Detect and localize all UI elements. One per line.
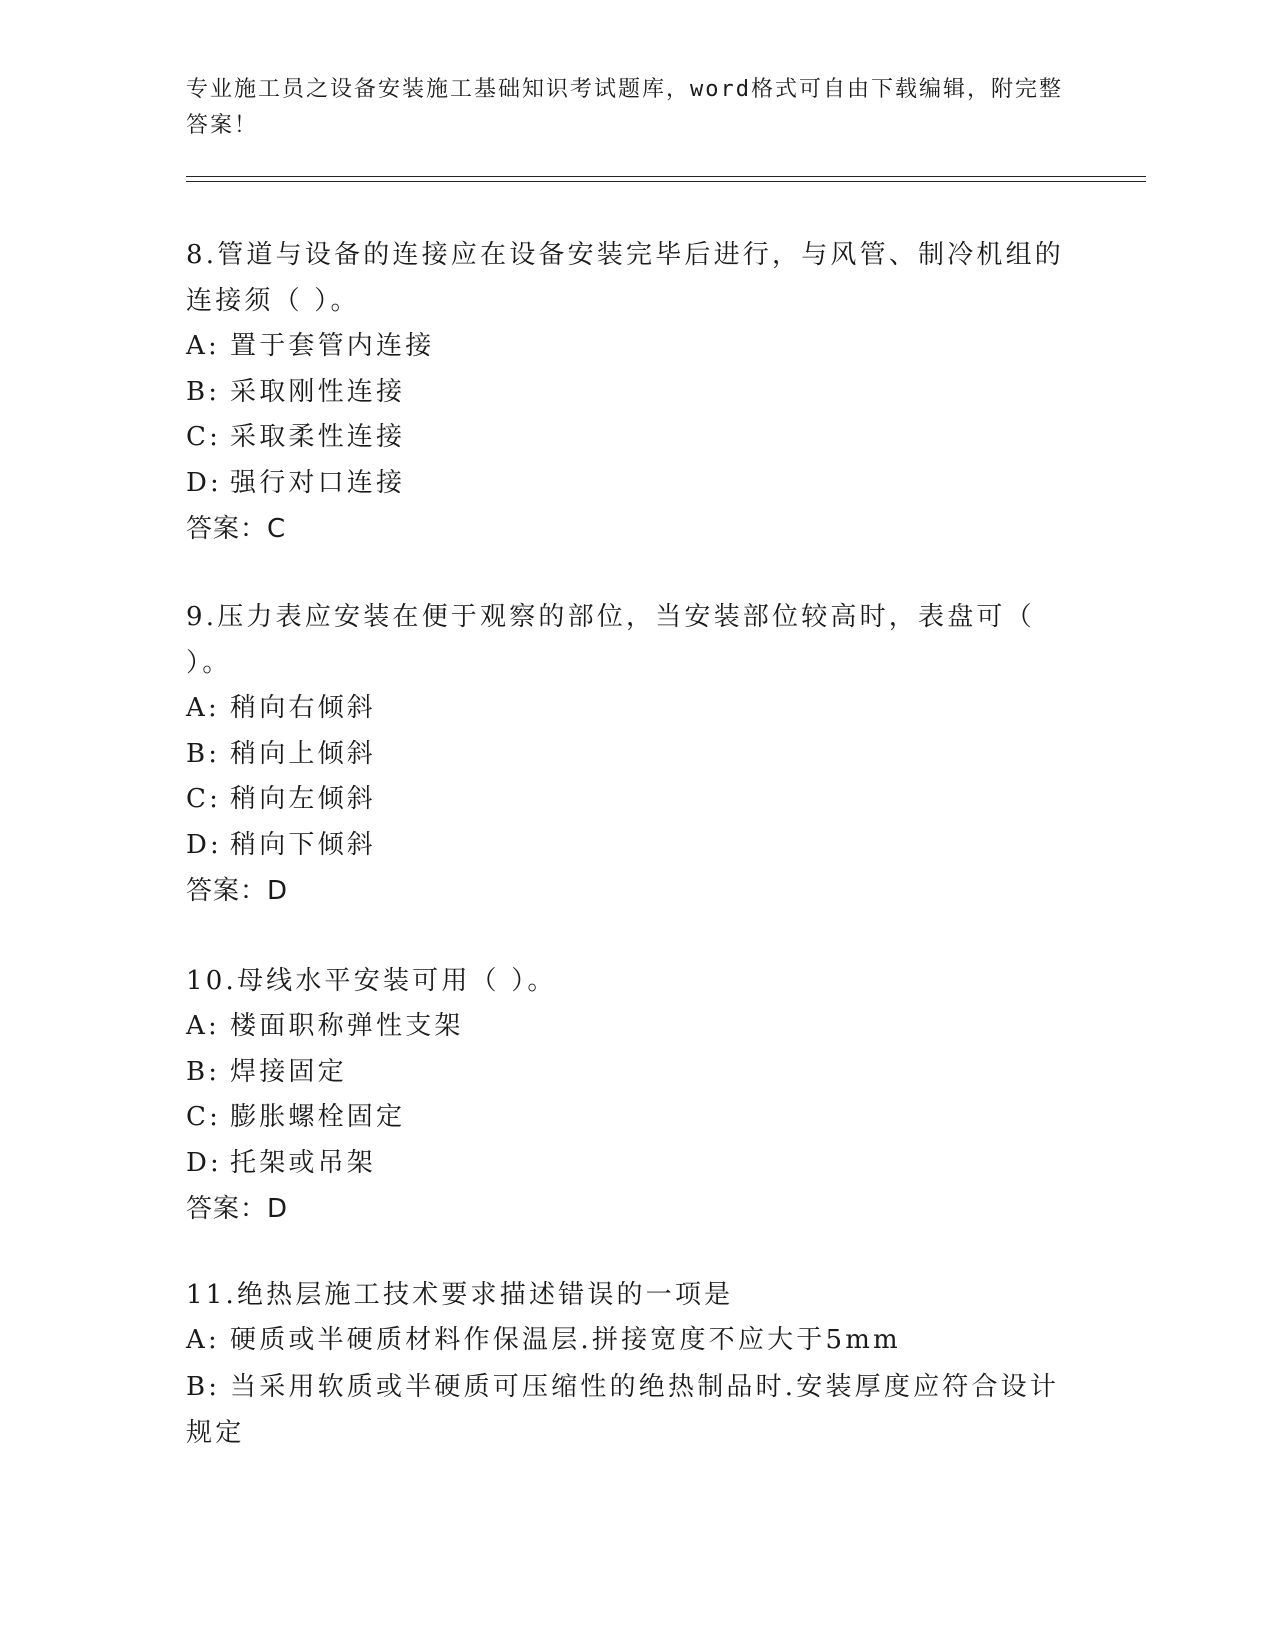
option-letter: A: [186,1011,220,1041]
document-intro: 专业施工员之设备安装施工基础知识考试题库，word格式可自由下载编辑，附完整答案！ [186,77,1063,138]
question-stem: 8.管道与设备的连接应在设备安装完毕后进行，与风管、制冷机组的连接须（ ）。 [186,240,1065,316]
option-d [186,461,1066,507]
question-11 [186,1272,1066,1456]
option-letter: C: [186,1102,222,1132]
option-letter: C: [186,422,222,452]
option-letter: C: [186,784,222,814]
option-text: 当采用软质或半硬质可压缩性的绝热制品时.安装厚度应符合设计规定 [186,1371,1060,1448]
option-a [186,1318,1066,1364]
question-10 [186,958,1066,1232]
answer-line: 答案：D [186,1194,289,1224]
option-b [186,1050,1066,1096]
answer-line: 答案：D [186,876,289,906]
option-b [186,370,1066,416]
question-stem: 9.压力表应安装在便于观察的部位，当安装部位较高时，表盘可（ ）。 [186,602,1035,678]
option-letter: B: [186,1056,221,1087]
question-stem: 11.绝热层施工技术要求描述错误的一项是 [186,1280,734,1310]
option-letter: B: [186,1371,221,1402]
header-divider-bottom [186,181,1146,182]
option-c [186,415,1066,461]
option-text: 采取柔性连接 [230,422,406,452]
option-letter: D: [186,467,223,498]
option-a [186,686,1066,732]
option-letter: A: [186,331,220,361]
option-text: 稍向右倾斜 [230,693,377,723]
option-d [186,1141,1066,1187]
option-b [186,1364,1066,1456]
option-letter: A: [186,1325,220,1355]
option-a [186,1004,1066,1050]
question-9 [186,594,1066,914]
option-text: 焊接固定 [230,1056,347,1087]
option-text: 置于套管内连接 [230,331,435,361]
option-c [186,1095,1066,1141]
question-stem: 10.母线水平安装可用（ ）。 [186,966,557,996]
option-text: 稍向下倾斜 [230,829,377,860]
option-text: 楼面职称弹性支架 [230,1011,464,1041]
answer-line: 答案：C [186,514,287,544]
option-text: 硬质或半硬质材料作保温层.拼接宽度不应大于5mm [230,1325,901,1355]
question-8 [186,232,1066,552]
option-a [186,324,1066,370]
option-text: 强行对口连接 [230,467,406,498]
option-c [186,777,1066,823]
option-d [186,823,1066,869]
option-text: 稍向左倾斜 [230,784,377,814]
option-letter: B: [186,376,221,407]
option-letter: D: [186,1147,223,1178]
option-letter: A: [186,693,220,723]
option-text: 膨胀螺栓固定 [230,1102,406,1132]
option-text: 采取刚性连接 [230,376,406,407]
option-text: 稍向上倾斜 [230,738,377,769]
header-divider-top [186,176,1146,177]
option-b [186,732,1066,778]
option-text: 托架或吊架 [230,1147,377,1178]
option-letter: B: [186,738,221,769]
option-letter: D: [186,829,223,860]
